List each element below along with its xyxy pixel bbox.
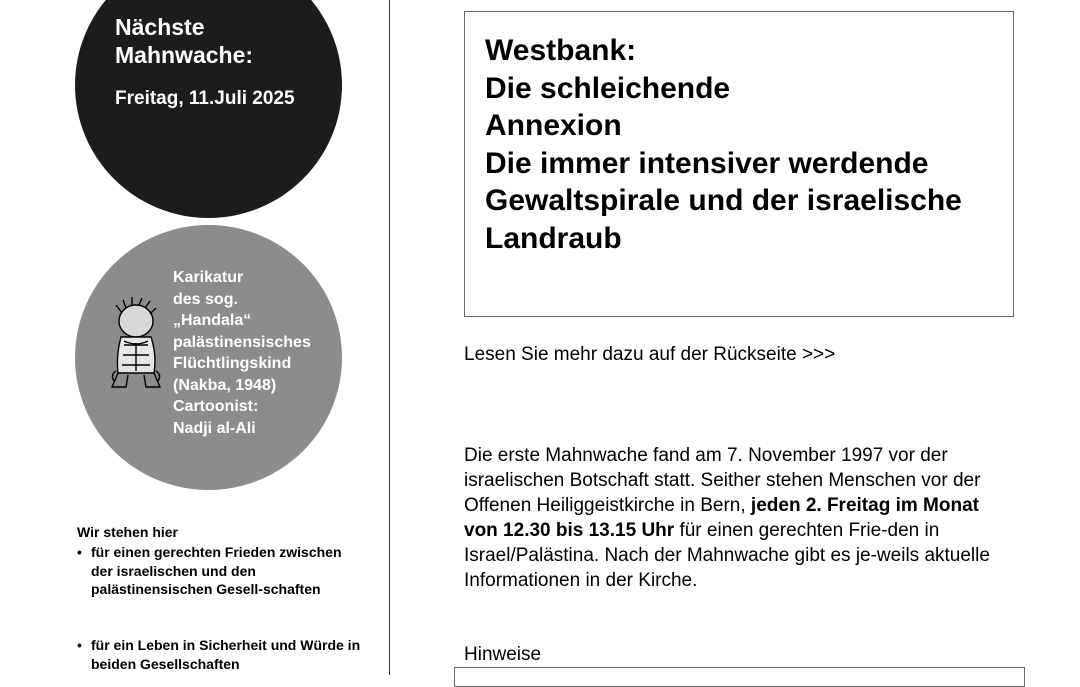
next-vigil-date: Freitag, 11.Juli 2025 xyxy=(115,88,295,109)
notes-box xyxy=(454,667,1025,687)
headline: Westbank: Die schleichende Annexion Die immer intensiver werdende Gewaltspirale und der israelische Landraub xyxy=(485,34,962,255)
intro-paragraph xyxy=(464,443,1016,593)
caption-line: Karikatur xyxy=(173,269,244,286)
caption-line: Flüchtlingskind xyxy=(173,355,292,372)
next-vigil-title: Nächste Mahnwache: xyxy=(115,14,254,68)
notes-label: Hinweise xyxy=(464,644,542,665)
caption-line: (Nakba, 1948) xyxy=(173,376,277,394)
intro-schedule: jeden 2. Freitag im Monat von 12.30 bis 13.15 Uhr xyxy=(464,495,979,541)
column-divider xyxy=(389,0,390,675)
bullet-icon: • xyxy=(77,544,82,560)
principle-item xyxy=(77,636,361,673)
intro-text: für einen gerechten Frie-den in Israel/Palästina. Nach der Mahnwache gibt es je-weils aktuelle Informationen in der Kirche. xyxy=(464,520,990,591)
caption-line: Nadji al-Ali xyxy=(173,419,256,437)
handala-figure-illustration xyxy=(104,295,164,395)
principle-item xyxy=(77,543,361,599)
principle-text: für einen gerechten Frieden zwischen der israelischen und den palästinensischen Gesell-schaften xyxy=(91,544,342,597)
read-more-text: Lesen Sie mehr dazu auf der Rückseite >>> xyxy=(464,344,836,365)
caption-line: palästinensisches xyxy=(173,333,311,351)
headline-box xyxy=(464,11,1014,317)
caricature-caption xyxy=(173,267,338,439)
caption-line: Cartoonist: xyxy=(173,398,259,415)
bullet-icon: • xyxy=(77,637,82,653)
caption-line: „Handala“ xyxy=(173,312,252,329)
caption-line: des sog. xyxy=(173,290,238,308)
principle-text: für ein Leben in Sicherheit und Würde in beiden Gesellschaften xyxy=(91,637,361,672)
intro-text: Die erste Mahnwache fand am 7. November 1997 vor der israelischen Botschaft statt. Seither stehen Menschen vor der Offenen Heiliggeistkirche in Bern, xyxy=(464,445,981,516)
principles-intro: Wir stehen hier xyxy=(77,524,179,540)
